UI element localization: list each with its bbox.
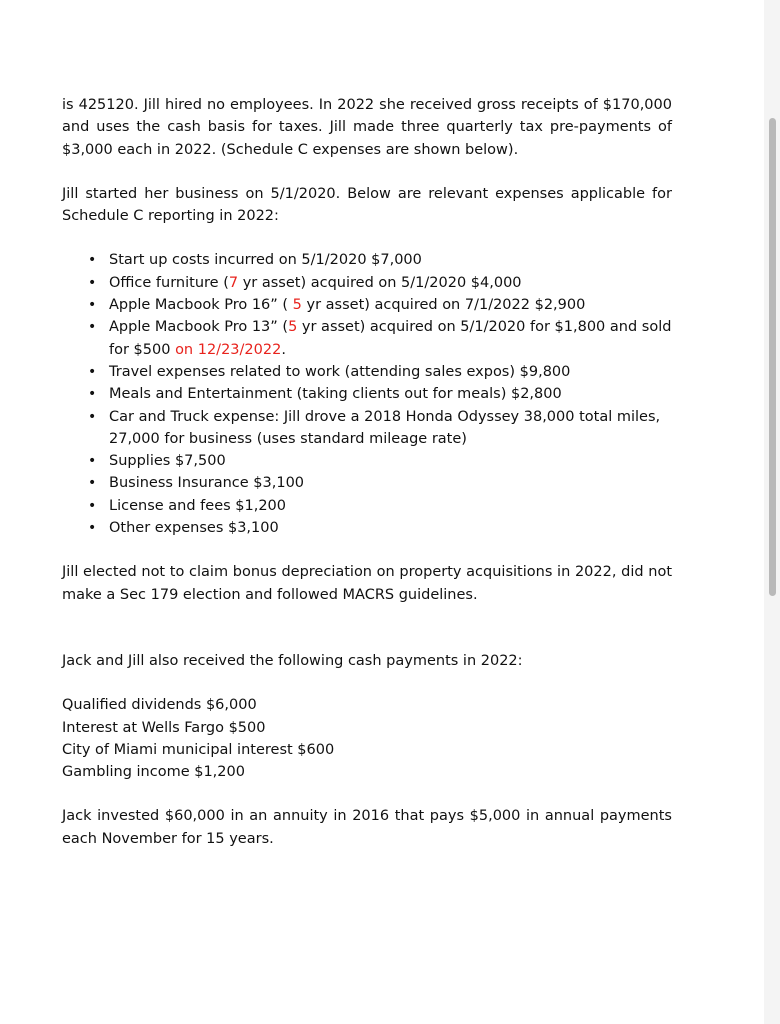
list-item xyxy=(62,383,672,405)
furniture-text-pre: Office furniture ( xyxy=(109,274,229,291)
bullet-icon: • xyxy=(88,274,97,291)
list-item xyxy=(62,249,672,271)
annuity-paragraph: Jack invested $60,000 in an annuity in 2016 that pays $5,000 in annual payments each November for 15 years. xyxy=(62,808,672,847)
list-item xyxy=(62,450,672,472)
travel-text: Travel expenses related to work (attending sales expos) $9,800 xyxy=(109,363,571,380)
list-item xyxy=(62,472,672,494)
list-item xyxy=(62,294,672,316)
macbook16-text-post: yr asset) acquired on 7/1/2022 $2,900 xyxy=(301,297,586,314)
insurance-text: Business Insurance $3,100 xyxy=(109,475,305,492)
depreciation-paragraph: Jill elected not to claim bonus depreciation on property acquisitions in 2022, did not make a Sec 179 election and followed MACRS guidelines. xyxy=(62,564,672,603)
cash-payments-intro: Jack and Jill also received the following cash payments in 2022: xyxy=(62,652,523,669)
list-item xyxy=(62,316,672,361)
bullet-icon: • xyxy=(88,363,97,380)
bullet-icon: • xyxy=(88,252,97,269)
list-item xyxy=(62,495,672,517)
business-start-paragraph: Jill started her business on 5/1/2020. Below are relevant expenses applicable for Schedule C reporting in 2022: xyxy=(62,185,672,225)
bullet-icon: • xyxy=(88,386,97,403)
macbook13-text-pre: Apple Macbook Pro 13” ( xyxy=(109,319,289,336)
macbook13-text-post: yr asset) acquired on 5/1/2020 for $1,800 and sold for $500 xyxy=(109,319,672,358)
bullet-icon: • xyxy=(88,497,97,514)
bullet-icon: • xyxy=(88,408,97,425)
scrollbar[interactable] xyxy=(764,0,780,1024)
macbook16-asset-life: 5 xyxy=(292,297,302,314)
license-fees-text: License and fees $1,200 xyxy=(109,497,287,514)
bullet-icon: • xyxy=(88,520,97,537)
list-item xyxy=(62,272,672,294)
expense-list xyxy=(62,249,672,539)
macbook16-text-pre: Apple Macbook Pro 16” ( xyxy=(109,297,293,314)
supplies-text: Supplies $7,500 xyxy=(109,453,226,470)
macbook13-text-end: . xyxy=(281,341,286,358)
document-content xyxy=(62,94,672,850)
car-truck-text: Car and Truck expense: Jill drove a 2018 Honda Odyssey 38,000 total miles, 27,000 for business (uses standard mileage rate) xyxy=(109,408,661,447)
list-item xyxy=(62,517,672,539)
furniture-asset-life: 7 xyxy=(228,274,239,291)
bullet-icon: • xyxy=(88,475,97,492)
furniture-text-post: yr asset) acquired on 5/1/2020 $4,000 xyxy=(238,274,522,291)
cash-payments-list xyxy=(62,694,672,783)
bullet-icon: • xyxy=(88,297,97,314)
municipal-interest-line: City of Miami municipal interest $600 xyxy=(62,741,335,758)
other-expenses-text: Other expenses $3,100 xyxy=(109,520,279,537)
scrollbar-thumb[interactable] xyxy=(769,118,776,596)
macbook13-asset-life: 5 xyxy=(288,319,298,336)
list-item xyxy=(62,361,672,383)
macbook13-sale-date: on 12/23/2022 xyxy=(175,341,282,358)
startup-costs-text: Start up costs incurred on 5/1/2020 $7,000 xyxy=(109,252,422,269)
interest-line: Interest at Wells Fargo $500 xyxy=(62,719,266,736)
gambling-line: Gambling income $1,200 xyxy=(62,764,245,781)
list-item xyxy=(62,406,672,451)
bullet-icon: • xyxy=(88,319,97,336)
bullet-icon: • xyxy=(88,453,97,470)
intro-paragraph: is 425120. Jill hired no employees. In 2022 she received gross receipts of $170,000 and uses the cash basis for taxes. Jill made three quarterly tax pre-payments of $3,000 each in 2022. (Schedule C expenses are shown below). xyxy=(62,97,672,158)
dividends-line: Qualified dividends $6,000 xyxy=(62,697,257,714)
meals-text: Meals and Entertainment (taking clients out for meals) $2,800 xyxy=(109,386,562,403)
